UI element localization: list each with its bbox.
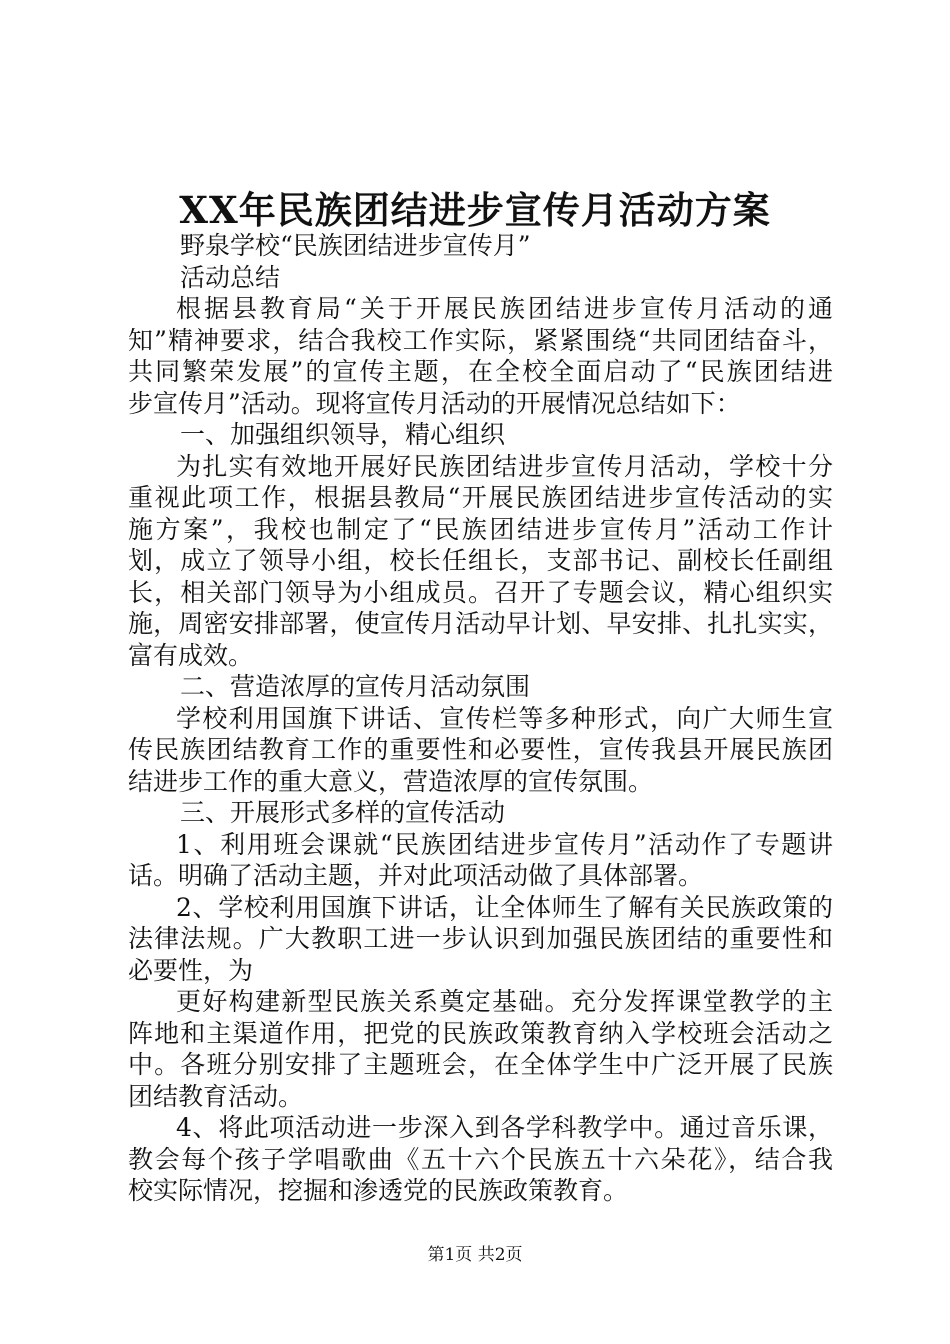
text-line: 中。各班分别安排了主题班会，在全体学生中广泛开展了民族	[128, 1050, 833, 1079]
text-line: 施方案”，我校也制定了“民族团结进步宣传月”活动工作计	[128, 514, 833, 544]
text-line: 活动总结	[180, 262, 281, 292]
text-line: 划，成立了领导小组，校长任组长，支部书记、副校长任副组	[128, 546, 833, 575]
document-title: XX年民族团结进步宣传月活动方案	[179, 188, 771, 232]
text-line: 传民族团结教育工作的重要性和必要性，宣传我县开展民族团	[128, 735, 833, 764]
text-line: 富有成效。	[128, 640, 254, 670]
text-line: 长，相关部门领导为小组成员。召开了专题会议，精心组织实	[128, 577, 833, 607]
text-line: 教会每个孩子学唱歌曲《五十六个民族五十六朵花》，结合我	[128, 1144, 833, 1174]
text-line: 更好构建新型民族关系奠定基础。充分发挥课堂教学的主	[176, 987, 833, 1016]
page-footer: 第1页 共2页	[427, 1245, 523, 1265]
text-line: 野泉学校“民族团结进步宣传月”	[180, 231, 531, 260]
text-line: 团结教育活动。	[128, 1081, 304, 1111]
text-line: 阵地和主渠道作用，把党的民族政策教育纳入学校班会活动之	[128, 1018, 833, 1048]
text-line: 三、开展形式多样的宣传活动	[180, 798, 506, 827]
document-body	[128, 230, 833, 1207]
text-line: 一、加强组织领导，精心组织	[180, 420, 506, 449]
text-line: 二、营造浓厚的宣传月活动氛围	[180, 672, 531, 701]
text-line: 校实际情况，挖掘和渗透党的民族政策教育。	[128, 1176, 629, 1205]
text-line: 重视此项工作，根据县教局“开展民族团结进步宣传活动的实	[128, 483, 833, 512]
text-line: 根据县教育局“关于开展民族团结进步宣传月活动的通	[176, 294, 833, 323]
text-line: 必要性，为	[128, 955, 254, 985]
text-line: 学校利用国旗下讲话、宣传栏等多种形式，向广大师生宣	[176, 703, 833, 733]
text-line: 结进步工作的重大意义，营造浓厚的宣传氛围。	[128, 766, 654, 796]
text-line: 4、将此项活动进一步深入到各学科教学中。通过音乐课，	[176, 1113, 833, 1142]
text-line: 共同繁荣发展”的宣传主题，在全校全面启动了“民族团结进	[128, 357, 833, 386]
text-line: 2、学校利用国旗下讲话，让全体师生了解有关民族政策的	[176, 892, 833, 922]
text-line: 为扎实有效地开展好民族团结进步宣传月活动，学校十分	[176, 451, 833, 481]
text-line: 话。明确了活动主题，并对此项活动做了具体部署。	[128, 861, 704, 890]
text-line: 施，周密安排部署，使宣传月活动早计划、早安排、扎扎实实，	[128, 609, 833, 638]
text-line: 1、利用班会课就“民族团结进步宣传月”活动作了专题讲	[176, 829, 833, 859]
text-line: 知”精神要求，结合我校工作实际，紧紧围绕“共同团结奋斗，	[128, 325, 833, 355]
text-line: 步宣传月”活动。现将宣传月活动的开展情况总结如下：	[128, 388, 741, 418]
text-line: 法律法规。广大教职工进一步认识到加强民族团结的重要性和	[128, 924, 833, 953]
